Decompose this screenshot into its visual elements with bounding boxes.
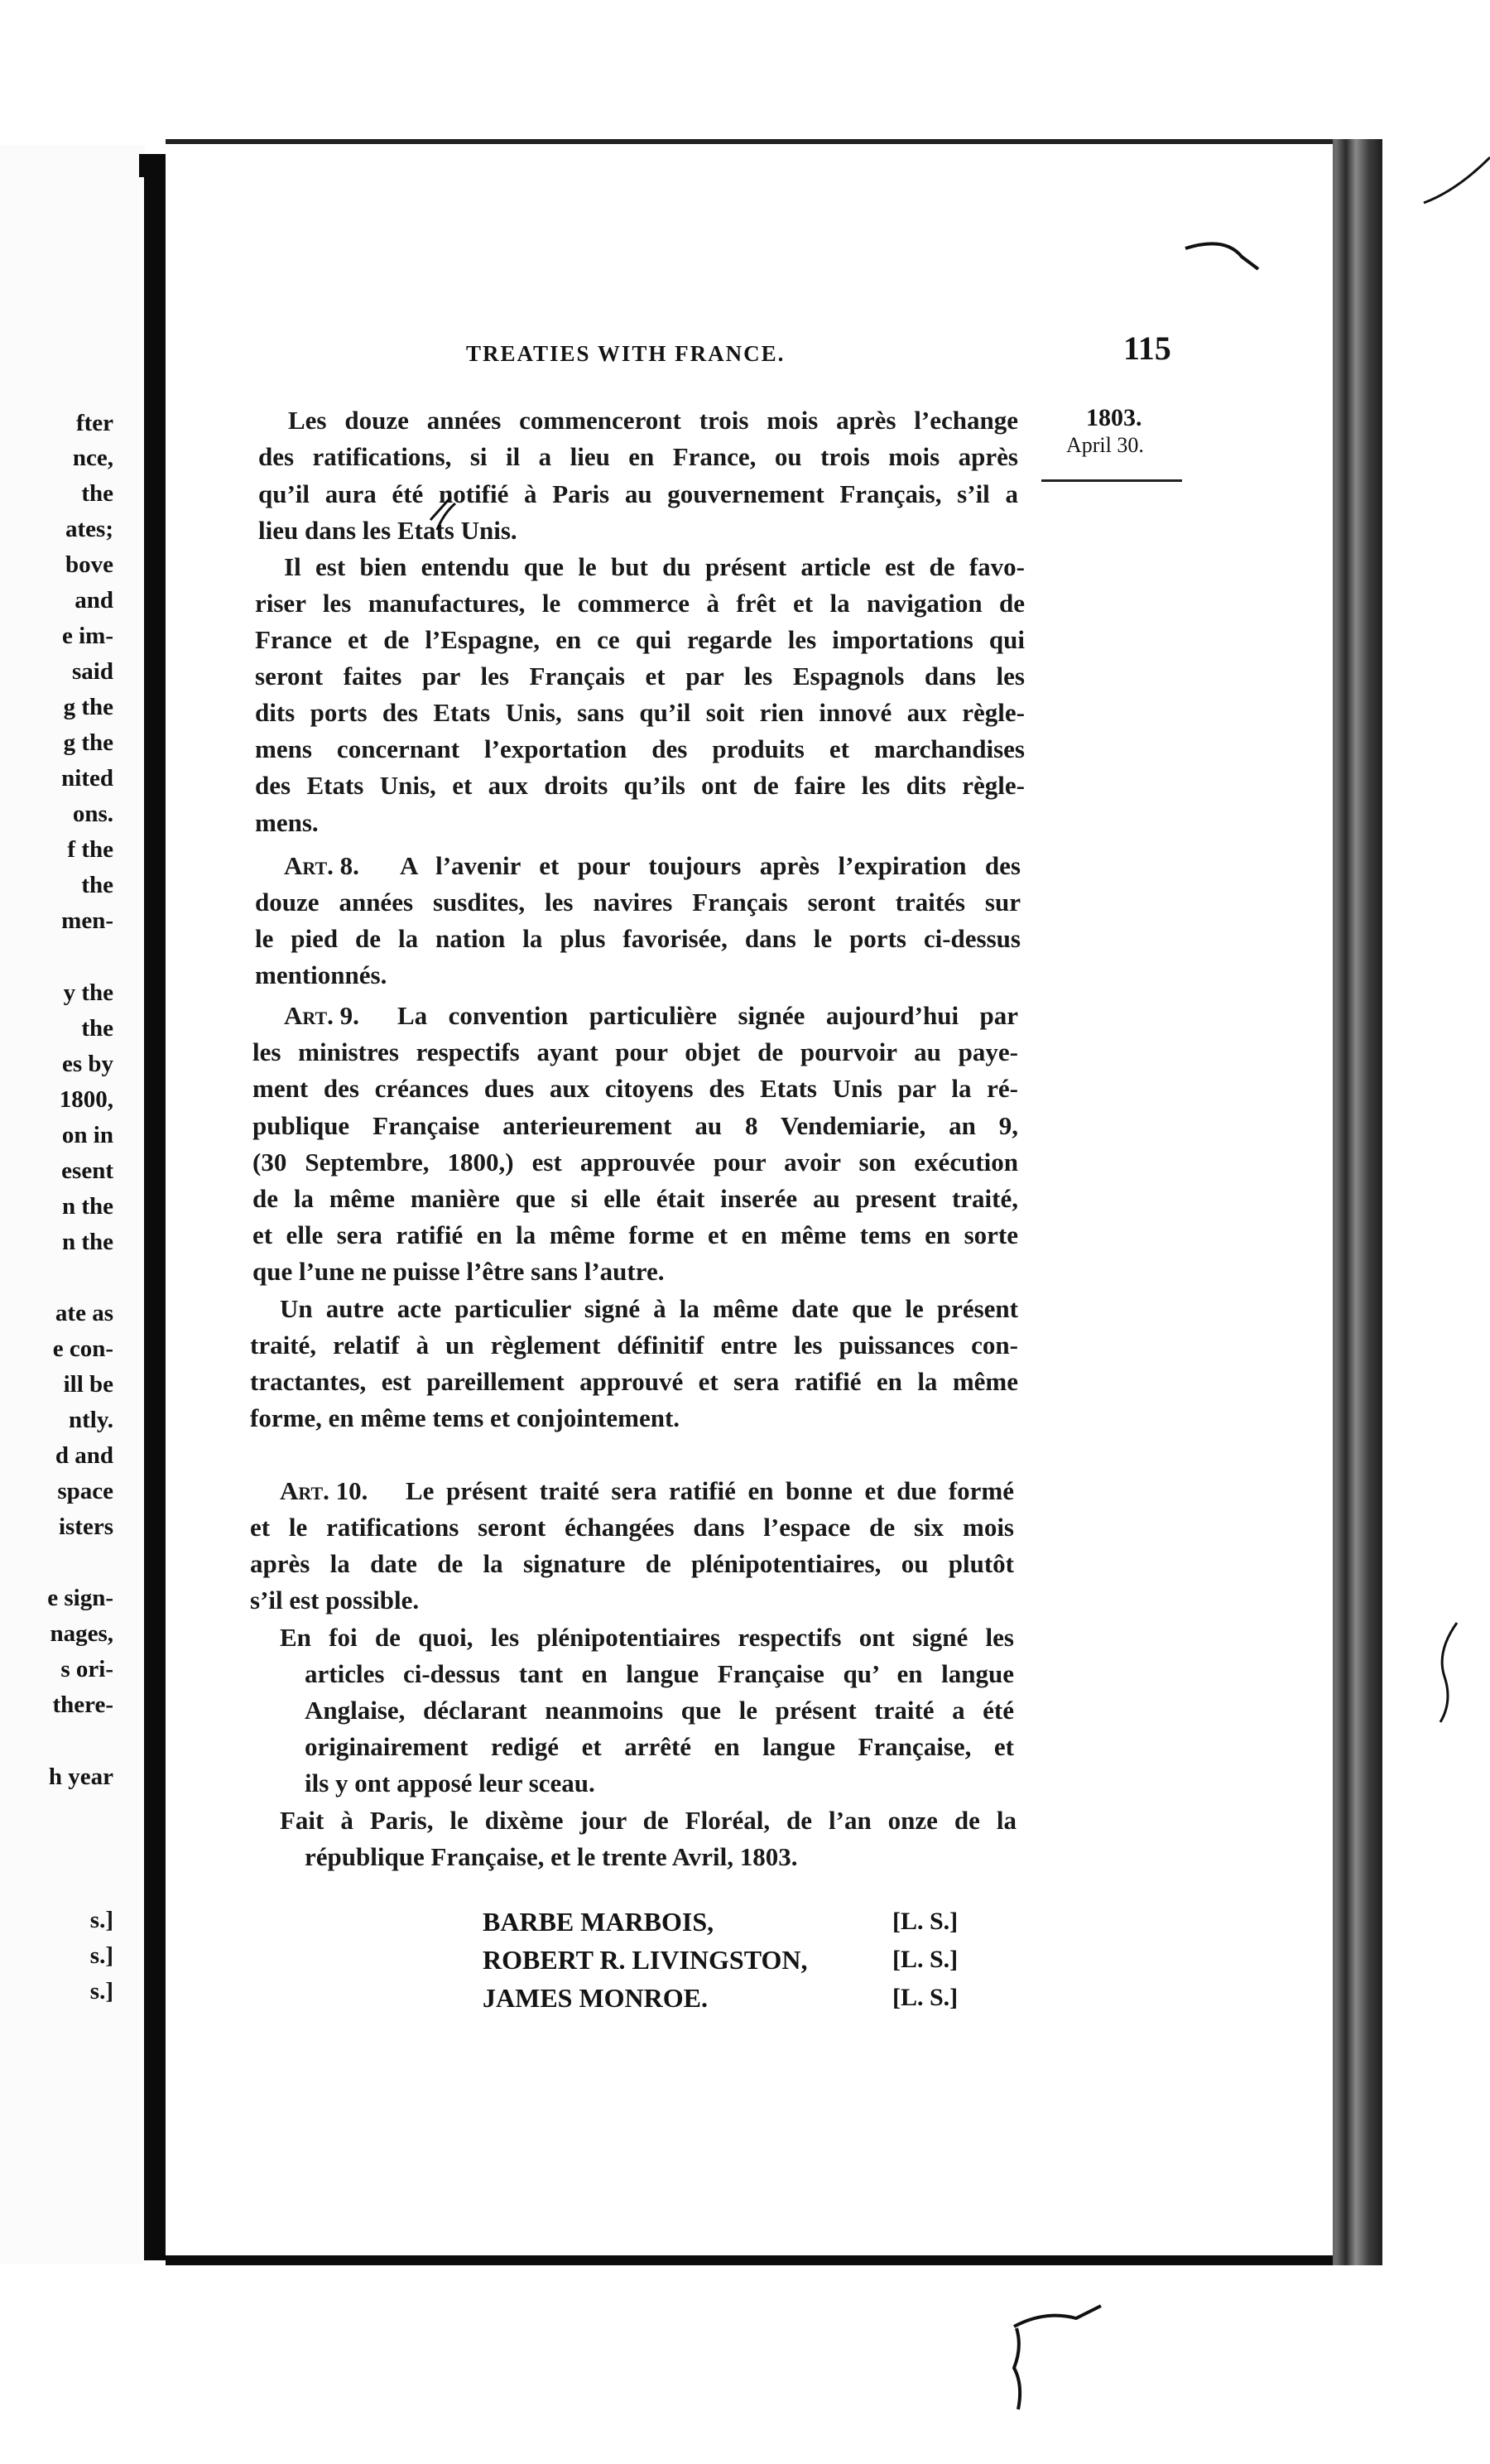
body-line: lieu dans les Etats Unis. [258,516,517,545]
left-fragment: and [74,587,113,614]
left-fragment: nited [61,765,113,792]
body-line: forme, en même tems et conjointement. [250,1403,680,1432]
body-line: Un autre acte particulier signé à la même date que le présent [280,1294,1018,1323]
signatory-name: ROBERT R. LIVINGSTON, [483,1945,808,1975]
body-line: et elle sera ratifié en la même forme et en même tems en sorte [252,1220,1018,1249]
body-line: mens. [255,808,319,837]
body-line: après la date de la signature de plénipotentiaires, ou plutôt [250,1549,1014,1578]
left-fragment: e im- [62,623,113,649]
left-fragment: nages, [50,1620,113,1647]
body-line: (30 Septembre, 1800,) est approuvée pour avoir son exécution [252,1148,1018,1177]
body-line: Le présent traité sera ratifié en bonne et due formé [406,1476,1014,1505]
left-fragment: 1800, [59,1086,113,1113]
body-line: ils y ont apposé leur sceau. [305,1769,595,1797]
body-line: douze années susdites, les navires Français seront traités sur [255,888,1021,917]
left-fragment: isters [58,1514,113,1540]
left-fragment: the [81,480,113,507]
seal-mark: [L. S.] [892,1908,959,1935]
body-line: république Française, et le trente Avril, 1803. [305,1842,798,1871]
stray-pen-mark [1014,2306,1101,2409]
body-line: publique Française anterieurement au 8 Vendemiarie, an 9, [252,1111,1018,1140]
left-fragment: men- [61,907,113,934]
margin-date: April 30. [1066,433,1144,457]
body-line: le pied de la nation la plus favorisée, dans le ports ci-dessus [255,924,1021,953]
left-fragment: said [72,658,113,685]
body-line: articles ci-dessus tant en langue Française qu’ en langue [305,1659,1014,1688]
running-header: TREATIES WITH FRANCE. [466,341,786,366]
left-fragment: ate as [55,1300,113,1326]
body-line: ment des créances dues aux citoyens des Etats Unis par la ré- [252,1074,1018,1103]
body-line: les ministres respectifs ayant pour objet de pourvoir au paye- [252,1037,1018,1066]
left-fragment: h year [48,1764,113,1790]
body-line: France et de l’Espagne, en ce qui regarde les importations qui [255,625,1025,654]
body-line: En foi de quoi, les plénipotentiaires respectifs ont signé les [280,1623,1014,1652]
body-line: de la même manière que si elle était inserée au present traité, [252,1184,1018,1213]
body-line: riser les manufactures, le commerce à frêt et la navigation de [255,589,1025,618]
body-line: s’il est possible. [250,1586,420,1615]
left-fragment: there- [52,1692,113,1718]
left-fragment: fter [75,410,113,436]
left-fragment: s ori- [60,1656,113,1682]
seal-mark: [L. S.] [892,1946,959,1973]
article-8-label: Art. 8. [284,851,359,880]
left-fragment: s.] [89,1942,113,1969]
left-fragment: y the [63,979,113,1006]
left-fragment: nce, [72,445,113,471]
stray-pen-mark [430,497,455,530]
left-fragment: es by [61,1051,113,1077]
article-9-label: Art. 9. [284,1001,359,1030]
body-line: qu’il aura été notifié à Paris au gouvernement Français, s’il a [258,479,1018,508]
left-fragment: g the [63,694,113,720]
body-line: des Etats Unis, et aux droits qu’ils ont de faire les dits règle- [255,771,1025,800]
seal-mark: [L. S.] [892,1984,959,2011]
article-10-label: Art. 10. [280,1476,368,1505]
margin-year: 1803. [1086,404,1142,431]
body-line: La convention particulière signée aujourd’hui par [397,1001,1018,1030]
left-fragment: e sign- [47,1585,113,1611]
left-fragment: e con- [52,1335,113,1362]
left-fragment: ons. [72,801,113,827]
left-fragment: s.] [89,1907,113,1933]
body-line: dits ports des Etats Unis, sans qu’il soit rien innové aux règle- [255,698,1025,727]
body-line: Il est bien entendu que le but du présent article est de favo- [284,552,1025,581]
left-fragment: n the [61,1193,113,1220]
stray-pen-mark [1440,1623,1457,1722]
body-line: mentionnés. [255,960,387,989]
left-fragment: g the [63,729,113,756]
left-fragment: n the [61,1229,113,1255]
body-line: mens concernant l’exportation des produits et marchandises [255,734,1025,763]
left-fragment: s.] [89,1978,113,2004]
page-number: 115 [1123,330,1171,367]
body-line: A l’avenir et pour toujours après l’expiration des [400,851,1021,880]
body-line: Fait à Paris, le dixème jour de Floréal, de l’an onze de la [280,1806,1017,1835]
body-line: Anglaise, déclarant neanmoins que le présent traité a été [305,1696,1014,1725]
signatory-name: BARBE MARBOIS, [483,1907,714,1937]
left-fragment: ntly. [69,1407,113,1433]
left-fragment: bove [65,551,113,578]
body-line: Les douze années commenceront trois mois après l’echange [288,406,1018,435]
body-line: traité, relatif à un règlement définitif entre les puissances con- [250,1331,1018,1360]
left-fragment: esent [61,1157,113,1184]
left-fragment: the [81,1015,113,1042]
body-line: des ratifications, si il a lieu en France, ou trois mois après [258,442,1018,471]
signatory-name: JAMES MONROE. [483,1983,708,2013]
left-fragment: on in [61,1122,113,1148]
stray-pen-mark [1185,243,1258,269]
body-line: et le ratifications seront échangées dans l’espace de six mois [250,1513,1014,1542]
body-line: seront faites par les Français et par les Espagnols dans les [255,662,1025,691]
left-fragment: f the [67,836,113,863]
body-line: originairement redigé et arrêté en langue Française, et [305,1732,1014,1761]
left-fragment: ates; [65,516,113,542]
left-fragment: space [57,1478,113,1504]
left-fragment: d and [55,1442,113,1469]
stray-pen-mark [1424,157,1490,203]
left-fragment: ill be [63,1371,113,1398]
left-fragment: the [81,872,113,898]
body-line: que l’une ne puisse l’être sans l’autre. [252,1257,665,1286]
body-line: tractantes, est pareillement approuvé et sera ratifié en la même [250,1367,1018,1396]
